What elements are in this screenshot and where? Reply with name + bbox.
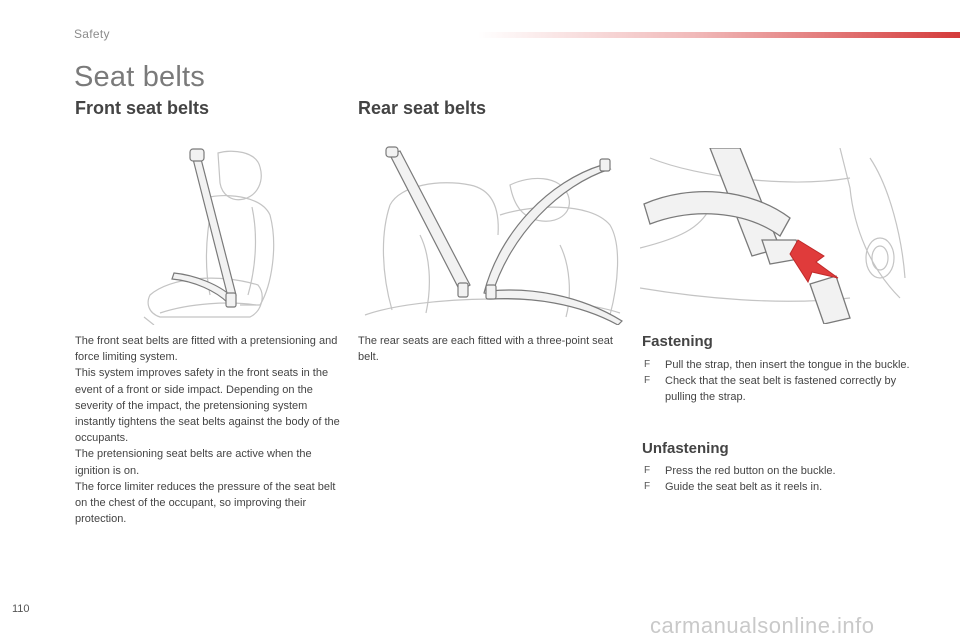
unfastening-heading: Unfastening (642, 440, 729, 457)
bullet-icon: F (644, 481, 651, 493)
buckle-illustration (640, 148, 910, 324)
list-item: F Check that the seat belt is fastened correctly by pulling the strap. (644, 375, 897, 404)
page-number: 110 (12, 603, 30, 615)
bullet-icon: F (644, 375, 651, 387)
section-label: Safety (74, 27, 110, 41)
list-item: F Guide the seat belt as it reels in. (642, 479, 912, 495)
front-paragraph: This system improves safety in the front seats in the event of a front or side impact. Depending on the severity of the impact, the pretensioning system instantly tightens the seat belts against the body of the occupants. (75, 367, 340, 445)
front-seat-belts-heading: Front seat belts (75, 98, 210, 118)
front-paragraph: The pretensioning seat belts are active when the ignition is on. (75, 448, 312, 477)
list-item: F Pull the strap, then insert the tongue in the buckle. (642, 357, 912, 373)
unfastening-list (642, 463, 912, 495)
list-item: F Press the red button on the buckle. (642, 463, 912, 479)
front-seat-belts-text (75, 333, 343, 527)
bullet-icon: F (644, 359, 651, 370)
fastening-list (642, 357, 912, 406)
rear-seat-belts-text: The rear seats are each fitted with a three-point seat belt. (358, 335, 613, 364)
front-paragraph: The force limiter reduces the pressure of the seat belt on the chest of the occupant, so improving their protection. (75, 480, 336, 526)
front-seat-belt-illustration (140, 145, 280, 325)
bullet-icon: F (644, 465, 651, 476)
front-paragraph: The front seat belts are fitted with a pretensioning and force limiting system. (75, 335, 338, 364)
fastening-heading: Fastening (642, 333, 713, 350)
watermark: carmanualsonline.info (650, 613, 875, 638)
rear-seat-belt-illustration (360, 145, 625, 325)
rear-seat-belts-heading: Rear seat belts (358, 98, 487, 118)
header-accent-bar (478, 32, 960, 38)
page-title: Seat belts (74, 61, 205, 93)
